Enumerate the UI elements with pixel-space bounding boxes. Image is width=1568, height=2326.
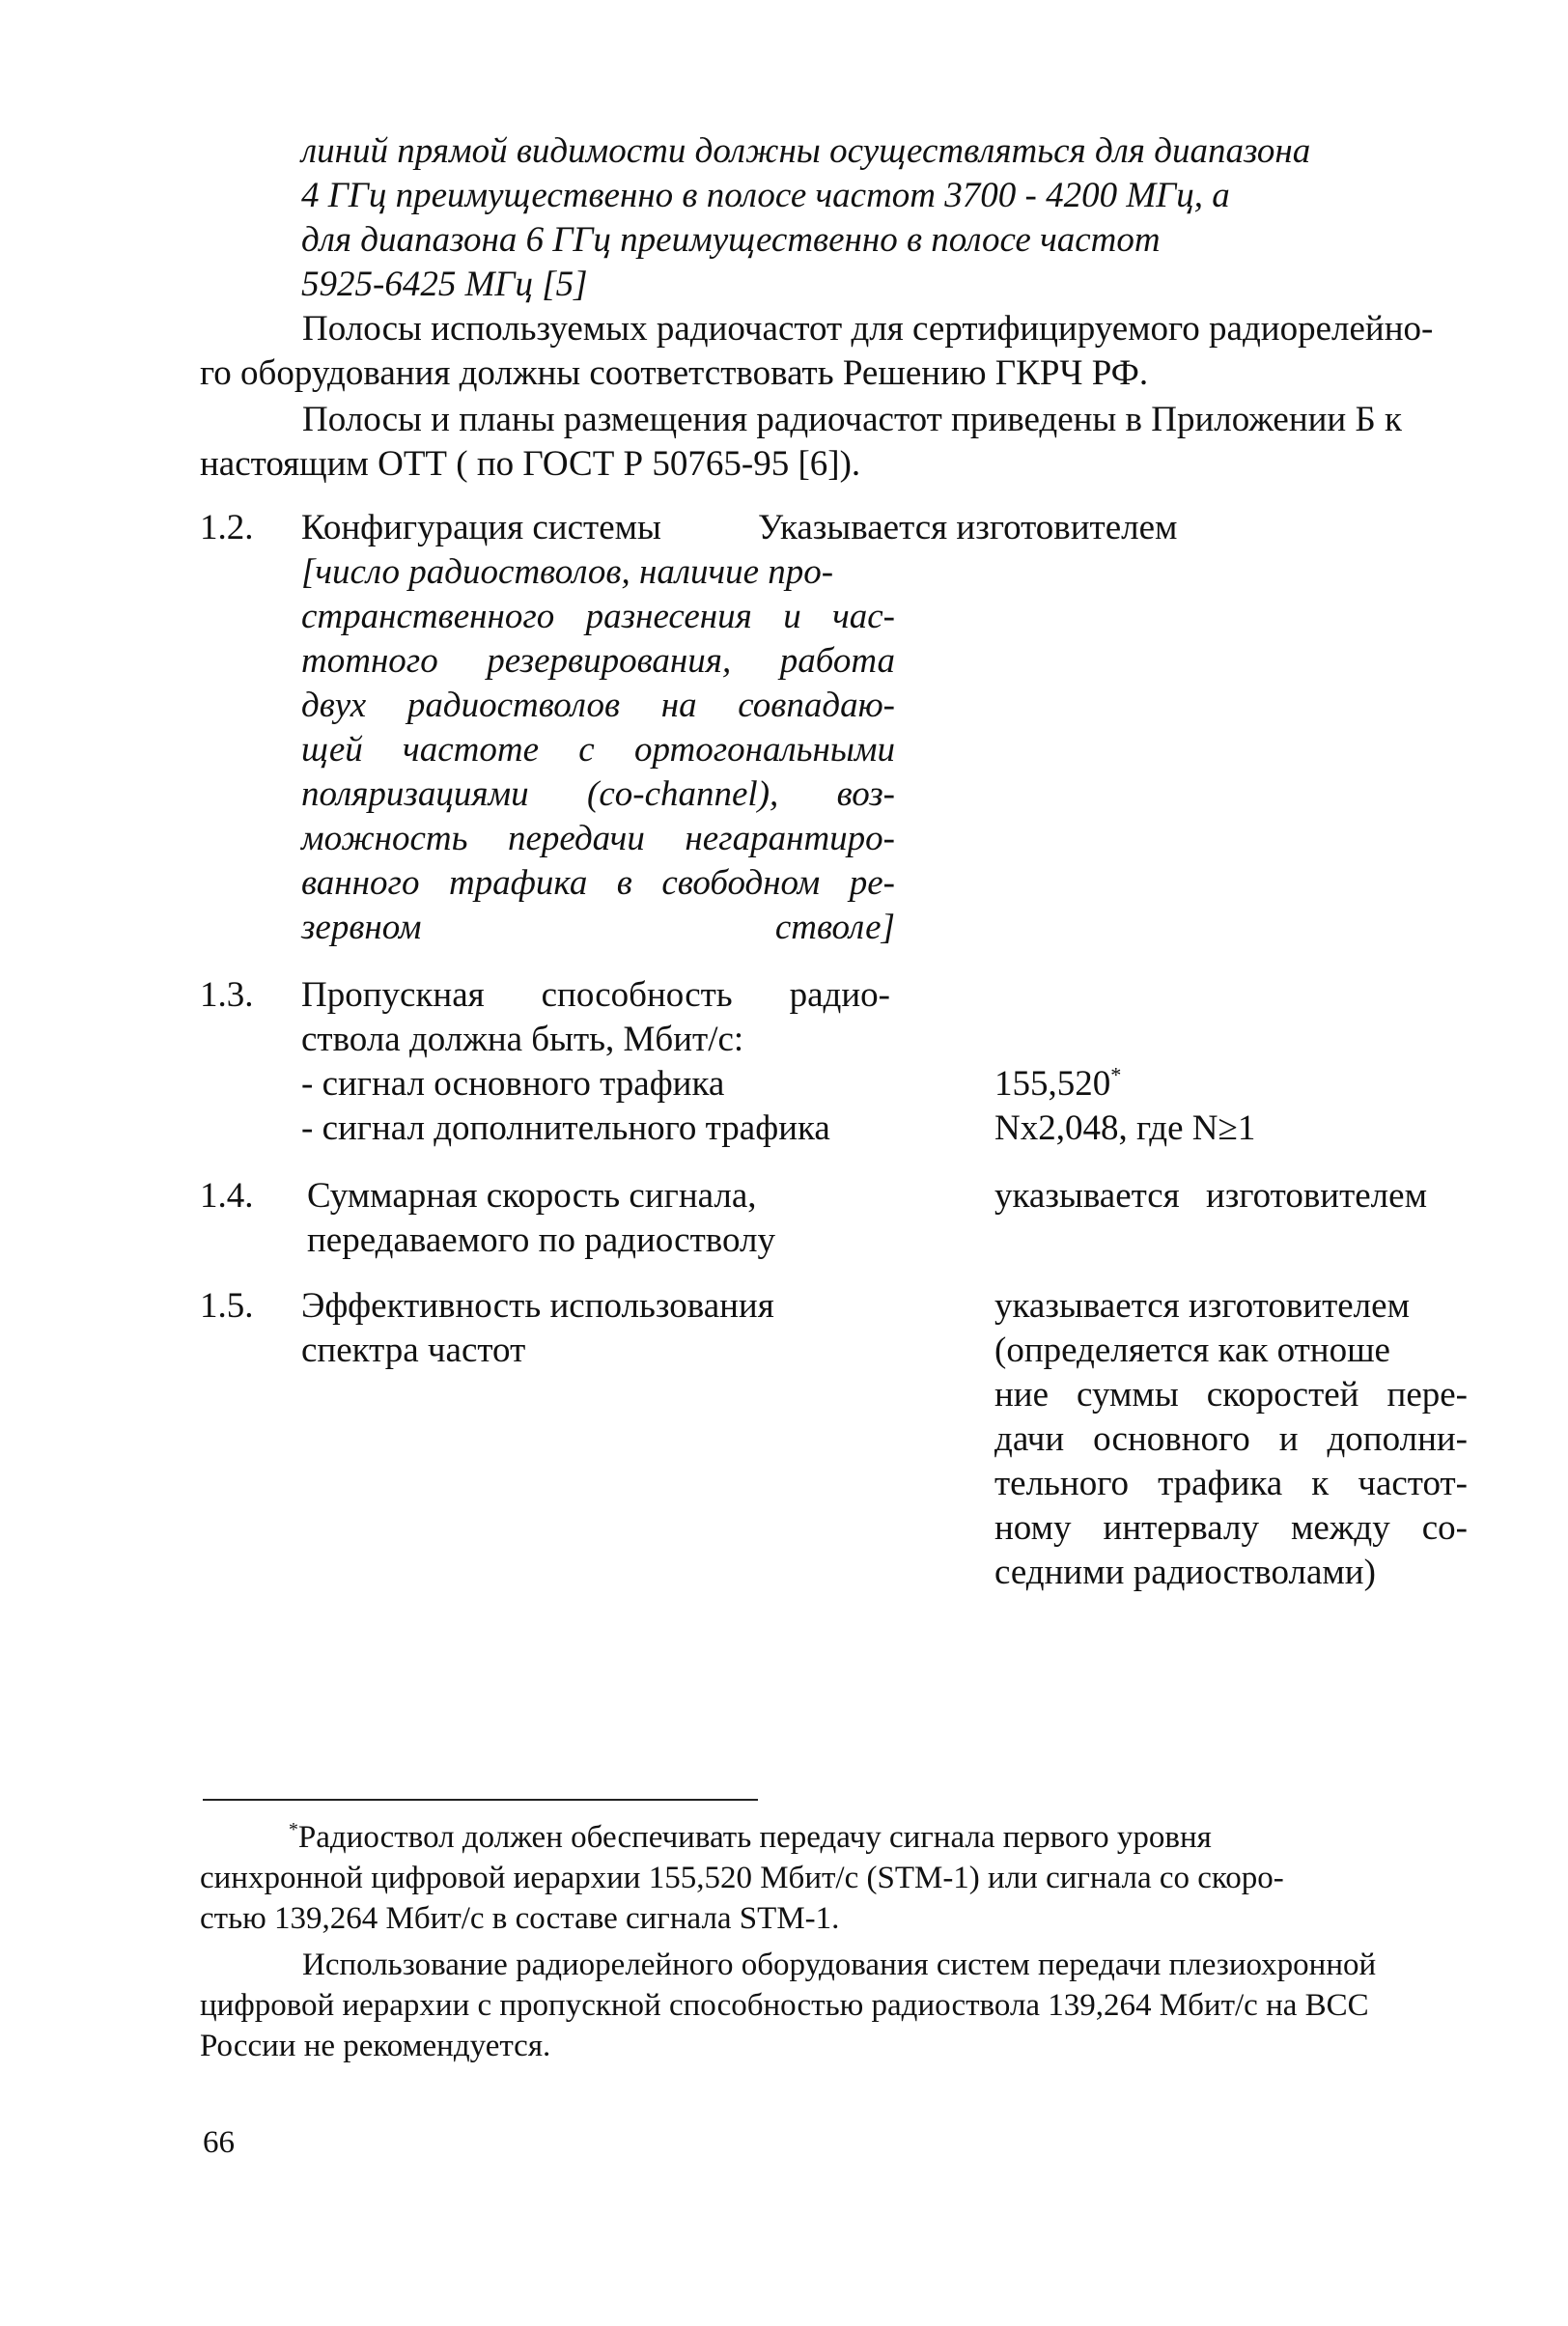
item-value: указывается изготовителем [994,1176,1427,1216]
paragraph-bands-line-2: го оборудования должны соответствовать Решению ГКРЧ РФ. [200,353,1149,393]
item-italic-line: щей частоте с ортогональными [301,730,895,770]
item-value-line: дачи основного и дополни- [994,1419,1468,1459]
footnote-text: Радиоствол должен обеспечивать передачу сигнала первого уровня [297,1820,1212,1855]
item-subline: - сигнал основного трафика [301,1064,725,1104]
intro-italic-line: линий прямой видимости должны осуществляться для диапазона [301,131,1311,171]
item-italic-line: странственного разнесения и час- [301,597,895,636]
item-number: 1.3. [200,975,254,1015]
paragraph-bands [200,307,1498,396]
item-italic-description [301,550,895,950]
paragraph-bands-line-1: Полосы используемых радиочастот для сертифицируемого радиорелейно- [302,309,1434,349]
item-number: 1.5. [200,1286,254,1326]
item-title-block [301,1284,900,1373]
item-number: 1.2. [200,508,254,547]
item-title-line: ствола должна быть, Мбит/с: [301,1020,744,1059]
intro-italic-line: для диапазона 6 ГГц преимущественно в полосе частот [301,220,1161,260]
item-title-block [301,973,890,1151]
item-value-block [994,1284,1468,1595]
item-italic-line: [число радиостволов, наличие про- [301,552,834,592]
item-title-line: спектра частот [301,1331,526,1370]
item-italic-line: тотного резервирования, работа [301,641,895,681]
item-value [994,1062,1121,1107]
item-italic-line: ванного трафика в свободном ре- [301,863,895,903]
intro-italic-line: 5925-6425 МГц [5] [301,265,588,304]
footnote-line: цифровой иерархии с пропускной способностью радиоствола 139,264 Мбит/с на ВСС [200,1988,1369,2023]
item-title-line: Пропускная способность радио- [301,975,890,1015]
intro-italic-block [301,129,1402,307]
item-value-text: 155,520 [994,1064,1111,1104]
footnote-line: Использование радиорелейного оборудования систем передачи плезиохронной [302,1948,1377,1982]
footnote-marker: * [289,1819,298,1840]
paragraph-plans [200,398,1498,487]
item-title-line: Эффективность использования [301,1286,774,1326]
item-title: Конфигурация системы [301,508,661,547]
item-italic-line: можность передачи негарантиро- [301,819,895,858]
item-italic-line: поляризациями (co-channel), воз- [301,774,895,814]
item-value: Nх2,048, где N≥1 [994,1108,1256,1148]
item-title-line: Суммарная скорость сигнала, [307,1176,757,1216]
footnote-marker: * [1110,1062,1122,1087]
item-number: 1.4. [200,1176,254,1216]
footnote-line: России не рекомендуется. [200,2029,551,2063]
item-title-line: передаваемого по радиостволу [307,1220,775,1260]
item-title-block [307,1174,906,1263]
item-value-line: ние суммы скоростей пере- [994,1375,1468,1415]
footnote-line [200,1817,1498,1858]
item-subline: - сигнал дополнительного трафика [301,1108,830,1148]
item-italic-line: зервном стволе] [301,908,895,947]
footnote-line: стью 139,264 Мбит/с в составе сигнала STM-1. [200,1901,840,1936]
intro-italic-line: 4 ГГц преимущественно в полосе частот 3700 - 4200 МГц, а [301,176,1230,215]
paragraph-plans-line-2: настоящим ОТТ ( по ГОСТ Р 50765-95 [6]). [200,444,861,484]
footnote-line: синхронной цифровой иерархии 155,520 Мбит/с (STM-1) или сигнала со скоро- [200,1861,1284,1895]
item-value-line: указывается изготовителем [994,1286,1410,1326]
item-value-line: тельного трафика к частот- [994,1464,1468,1503]
item-value-line: ному интервалу между со- [994,1508,1468,1548]
paragraph-plans-line-1: Полосы и планы размещения радиочастот приведены в Приложении Б к [302,400,1402,439]
item-value-line: (определяется как отноше [994,1331,1390,1370]
item-italic-line: двух радиостволов на совпадаю- [301,686,895,725]
item-value-line: седними радиостволами) [994,1553,1376,1592]
item-value: Указывается изготовителем [758,508,1178,547]
page-number: 66 [203,2125,235,2160]
footnote-block [200,1817,1498,2066]
footnote-separator [203,1799,758,1801]
